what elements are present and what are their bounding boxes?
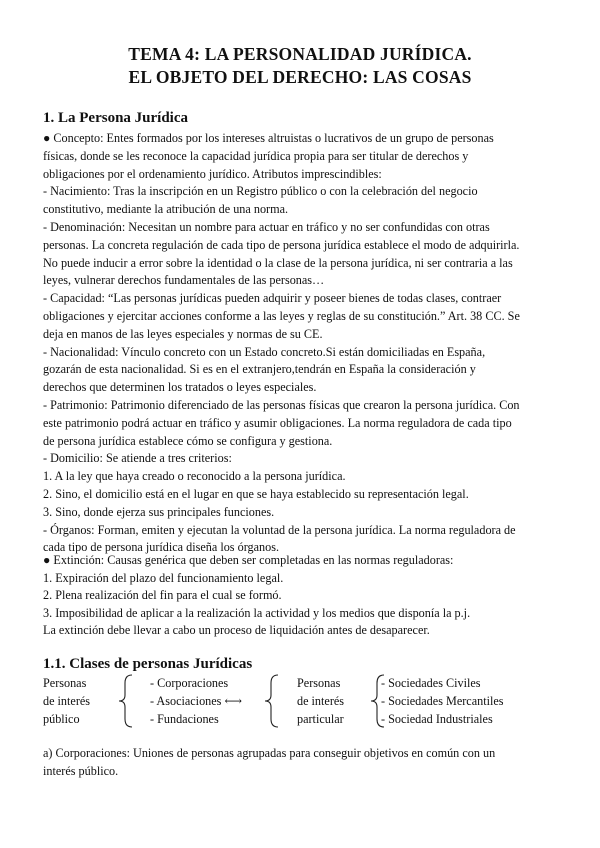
right-item-2: - Sociedades Mercantiles	[381, 694, 504, 708]
section-1-line: - Órganos: Forman, emiten y ejecutan la voluntad de la persona jurídica. La norma reguladora de	[43, 522, 516, 537]
note-line-2: interés público.	[43, 764, 119, 778]
section-1-1-heading: 1.1. Clases de personas Jurídicas	[43, 656, 253, 672]
section-1-line: - Nacionalidad: Vínculo concreto con un Estado concreto.Si están domiciliadas en España,	[43, 344, 486, 359]
section-1-line: 3. Sino, donde ejerza sus principales funciones.	[43, 504, 275, 519]
section-1-line: personas. La concreta regulación de cada tipo de persona jurídica establece el modo de adquirirla.	[43, 237, 520, 252]
section-1-line: obligaciones y ejercitar acciones conforme a las leyes y reglas de su constitución.” Art. 38 CC. Se	[43, 309, 520, 323]
left-item-2: - Asociaciones ⟷	[150, 694, 242, 708]
note-line-1: a) Corporaciones: Uniones de personas agrupadas para conseguir objetivos en común con un	[43, 746, 496, 760]
section-1-line: este patrimonio podrá actuar en tráfico y asumir obligaciones. La norma reguladora de cada tipo	[43, 415, 512, 430]
right-item-1: - Sociedades Civiles	[381, 676, 481, 690]
section-1-line: ● Concepto: Entes formados por los intereses altruistas o lucrativos de un grupo de personas	[43, 131, 494, 145]
section-1-line: - Domicilio: Se atiende a tres criterios:	[43, 451, 232, 466]
left-label-1: Personas	[43, 676, 87, 690]
section-1-line: físicas, donde se les reconoce la capacidad jurídica propia para ser titular de derechos y	[43, 148, 469, 163]
title-line-2: EL OBJETO DEL DERECHO: LAS COSAS	[128, 67, 472, 87]
section-1-line: leyes, vulnerar derechos fundamentales de las personas…	[43, 273, 325, 288]
section-1-heading: 1. La Persona Jurídica	[43, 110, 188, 126]
left-item-1: - Corporaciones	[150, 676, 229, 690]
extincion-line: ● Extinción: Causas genérica que deben ser completadas en las normas reguladoras:	[43, 553, 454, 567]
section-1-line: 2. Sino, el domicilio está en el lugar en que se haya establecido su representación legal.	[43, 487, 469, 501]
section-1-line: 1. A la ley que haya creado o reconocido a la persona jurídica.	[43, 469, 346, 484]
section-1-line: de persona jurídica establece cómo se configura y gestiona.	[43, 433, 333, 448]
extincion-line: 2. Plena realización del fin para el cual se formó.	[43, 588, 282, 603]
section-1-line: deja en manos de las leyes especiales y normas de su CE.	[43, 326, 323, 341]
section-1-line: No puede inducir a error sobre la identidad o la clase de la persona jurídica, ni ser contraria a las	[43, 255, 513, 270]
title-line-1: TEMA 4: LA PERSONALIDAD JURÍDICA.	[128, 44, 472, 64]
section-1-line: constitutivo, mediante la atribución de una norma.	[43, 202, 289, 217]
section-1-line: cada tipo de persona jurídica diseña los órganos.	[43, 540, 280, 555]
extincion-line: 1. Expiración del plazo del funcionamiento legal.	[43, 570, 284, 585]
extincion-line: La extinción debe llevar a cabo un proceso de liquidación antes de desaparecer.	[43, 623, 430, 638]
extincion-line: 3. Imposibilidad de aplicar a la realización la actividad y los medios que disponía la p.j.	[43, 605, 471, 620]
section-1-line: gozarán de esta nacionalidad. Si es en el extranjero,tendrán en España la consideración y	[43, 362, 476, 377]
right-label-3: particular	[297, 712, 344, 726]
left-label-3: público	[43, 712, 80, 726]
middle-brace-icon	[264, 674, 282, 728]
left-label-2: de interés	[43, 694, 91, 708]
section-1-line: - Nacimiento: Tras la inscripción en un Registro público o con la celebración del negocio	[43, 184, 478, 199]
right-label-1: Personas	[297, 676, 341, 690]
right-label-2: de interés	[297, 694, 345, 708]
section-1-line: - Denominación: Necesitan un nombre para actuar en tráfico y no ser confundidas con otras	[43, 220, 490, 234]
section-1-line: derechos que determinen los tratados o leyes especiales.	[43, 380, 317, 395]
section-1-line: - Patrimonio: Patrimonio diferenciado de las personas físicas que crearon la persona jurídica. Con	[43, 398, 520, 412]
left-brace-icon	[118, 674, 136, 728]
section-1-line: obligaciones por el ordenamiento jurídico. Atributos imprescindibles:	[43, 166, 382, 181]
right-item-3: - Sociedad Industriales	[381, 712, 493, 726]
left-item-3: - Fundaciones	[150, 712, 219, 726]
section-1-line: - Capacidad: “Las personas jurídicas pueden adquirir y poseer bienes de todas clases, contraer	[43, 291, 502, 306]
